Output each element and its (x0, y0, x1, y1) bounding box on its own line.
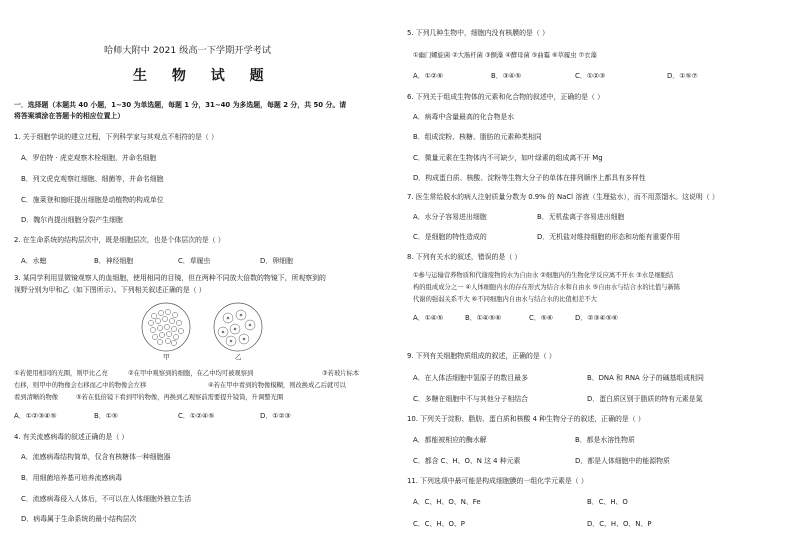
q3-statement-1: ①若使用相同的光圈，则甲比乙亮 (14, 370, 108, 377)
q7-option-d: D．无机盐对维持细胞的形态和功能有重要作用 (537, 233, 681, 241)
q1-option-b: B．列文虎克观察红细胞、细菌等，并命名细胞 (21, 175, 164, 183)
q9-option-d: D．蛋白质区别于脂质的特有元素是氮 (587, 395, 703, 403)
q10-stem: 10. 下列关于淀粉、脂肪、蛋白质和核酸 4 种生物分子的叙述，正确的是（ ） (407, 415, 645, 423)
section-heading-line2: 将答案填涂在答题卡的相应位置上） (14, 112, 125, 120)
field-yi-cells (218, 310, 255, 346)
q7-option-a: A．水分子容易进出细胞 (413, 213, 487, 221)
q9-option-a: A．在人体活细胞中氢原子的数目最多 (413, 374, 528, 382)
q5-option-b: B．③④⑤ (491, 72, 522, 80)
q4-option-d: D．病毒属于生命系统的最小结构层次 (21, 515, 137, 523)
q9-option-c: C．多糖在细胞中不与其他分子相结合 (413, 395, 529, 403)
q8-statement-line3: 代谢的强弱关系不大 ⑥不同细胞内自由水与结合水的比值相差不大 (413, 296, 597, 303)
microscope-figure (140, 300, 270, 360)
q3-option-b: B．①⑤ (94, 412, 118, 420)
q8-option-d: D．②③④⑤⑥ (575, 314, 619, 322)
q6-stem: 6. 下列关于组成生物体的元素和化合物的叙述中，正确的是（ ） (407, 93, 604, 101)
q7-stem: 7. 医生常给脱水的病人注射质量分数为 0.9% 的 NaCl 溶液（生理盐水），而不用蒸馏水。这说明（ ） (407, 193, 719, 201)
q8-option-c: C．⑤⑥ (529, 314, 554, 322)
q10-option-c: C．都含 C、H、O、N 这 4 种元素 (413, 457, 521, 465)
q10-option-d: D．都是人体细胞中的能源物质 (575, 457, 670, 465)
q3-statement-3: ③若玻片标本 (322, 370, 360, 377)
q4-option-b: B．用细菌培养基可培养流感病毒 (21, 474, 123, 482)
figure-label-yi: 乙 (235, 353, 242, 361)
q6-option-b: B．组成淀粉、核糖、脂肪的元素种类相同 (413, 133, 542, 141)
q2-option-c: C．草履虫 (178, 257, 211, 265)
q7-option-c: C．是细胞的特性造成的 (413, 233, 487, 241)
q8-option-b: B．①④⑤⑥ (465, 314, 502, 322)
q6-option-d: D．构成蛋白质、核酸、淀粉等生物大分子的单体在排列顺序上都具有多样性 (413, 174, 646, 182)
q3-stem-line2: 视野分别为甲和乙（如下图所示）。下列相关叙述正确的是（ ） (14, 286, 206, 294)
q5-stem: 5. 下列几种生物中，细胞内没有核膜的是（ ） (407, 29, 549, 37)
q2-option-a: A．水螅 (21, 257, 47, 265)
q8-statement-line2: 构的组成成分之一 ④人体细胞内水的存在形式为结合水和自由水 ⑤自由水与结合水的比值与新陈 (413, 284, 681, 291)
q3-option-c: C．①②④⑤ (178, 412, 215, 420)
school-title: 哈师大附中 2021 级高一下学期开学考试 (104, 45, 272, 56)
q4-option-c: C．流感病毒侵入人体后，不可以在人体细胞外独立生活 (21, 495, 192, 503)
q11-option-d: D．C、H、O、N、P (587, 520, 652, 528)
q11-option-a: A．C、H、O、N、Fe (413, 498, 481, 506)
field-jia-cells (148, 309, 183, 345)
q1-option-a: A．罗伯特 · 虎克观察木栓细胞，并命名细胞 (21, 154, 157, 162)
q9-stem: 9. 下列有关细胞物质组成的叙述，正确的是（ ） (407, 352, 556, 360)
q6-option-a: A．病毒中含量最高的化合物是水 (413, 113, 515, 121)
q3-statement-4-cont: 看到清晰的物像 (14, 394, 59, 401)
figure-label-jia: 甲 (163, 353, 170, 361)
q7-option-b: B．无机盐离子容易进出细胞 (537, 213, 625, 221)
q5-option-d: D．①⑤⑦ (667, 72, 698, 80)
q11-option-b: B．C、H、O (587, 498, 628, 506)
q1-option-c: C．施莱登和施旺提出细胞是动植物的构成单位 (21, 196, 164, 204)
q11-stem: 11. 下列选项中最可能是构成细胞膜的一组化学元素是（ ） (407, 477, 588, 485)
q3-statement-4: ④若在甲中看到的物像模糊，则改换成乙后就可以 (208, 382, 346, 389)
q2-option-b: B．神经细胞 (94, 257, 134, 265)
q8-stem: 8. 下列有关水的叙述，错误的是（ ） (407, 253, 522, 261)
q3-option-d: D．①②③ (260, 412, 291, 420)
section-heading-line1: 一．选择题（本题共 40 小题，1~30 为单选题，每题 1 分，31~40 为多选题，每题 2 分，共 50 分。请 (14, 101, 347, 109)
q5-option-a: A．①②⑥ (413, 72, 444, 80)
q6-option-c: C．微量元素在生物体内不可缺少，如叶绿素的组成离不开 Mg (413, 154, 603, 162)
q4-option-a: A．流感病毒结构简单，仅含有核糖体一种细胞器 (21, 453, 171, 461)
q3-stem-line1: 3. 某同学利用显微镜观察人的血细胞，使用相同的目镜，但在两种不同放大倍数的物镜下，所观察到的 (14, 274, 326, 282)
q8-option-a: A．①④⑤ (413, 314, 444, 322)
q2-option-d: D．卵细胞 (260, 257, 293, 265)
q3-option-a: A．①②③④⑤ (14, 412, 57, 420)
q10-option-a: A．都能被相应的酶水解 (413, 436, 487, 444)
q10-option-b: B．都是水溶性物质 (575, 436, 635, 444)
q3-statement-3-cont: 右移，则甲中的物像会右移而乙中的物像会左移 (14, 382, 147, 389)
q3-statement-2: ②在甲中观察到的细胞，在乙中均可被观察到 (128, 370, 254, 377)
q11-option-c: C．C、H、O、P (413, 520, 465, 528)
q8-statement-line1: ①参与运输营养物质和代谢废物的水为自由水 ②细胞内的生物化学反应离不开水 ③水是细胞结 (413, 272, 674, 279)
q1-stem: 1. 关于细胞学说的建立过程，下列科学家与其观点不相符的是（ ） (14, 133, 218, 141)
q4-stem: 4. 有关流感病毒的叙述正确的是（ ） (14, 433, 129, 441)
q1-option-d: D．魏尔肖提出细胞分裂产生细胞 (21, 216, 123, 224)
q5-items: ①幽门螺旋菌 ②大肠杆菌 ③颤藻 ④酵母菌 ⑤曲霉 ⑥草履虫 ⑦衣藻 (413, 52, 597, 59)
subject-title: 生 物 试 题 (133, 68, 274, 84)
q3-statement-5: ⑤若在低倍镜下看到甲的物像，再换到乙观察前需要提升镜筒，升调整光圈 (76, 394, 284, 401)
q2-stem: 2. 在生命系统的结构层次中，既是细胞层次，也是个体层次的是（ ） (14, 236, 225, 244)
q5-option-c: C．①②③ (575, 72, 606, 80)
q9-option-b: B．DNA 和 RNA 分子的碱基组成相同 (587, 374, 704, 382)
